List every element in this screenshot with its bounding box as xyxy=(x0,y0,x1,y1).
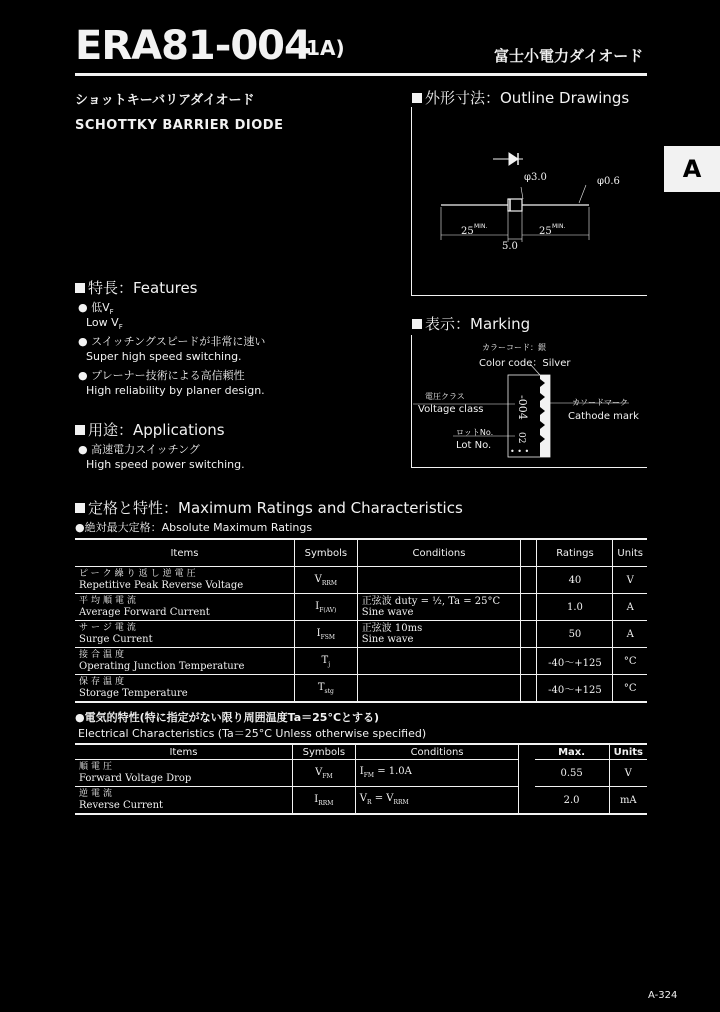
table-row: 接合温度 Operating Junction Temperature $T_j$ -40～+125 °C xyxy=(75,648,647,675)
abs-max-ratings-label: ●絶対最大定格：Absolute Maximum Ratings xyxy=(75,521,313,534)
table-row: サージ電流 Surge Current $I_{FSM}$ 正弦波 10ms Sine wave 50 A xyxy=(75,621,647,648)
header-symbols: Symbols xyxy=(294,539,357,567)
color-code-en: Color code：Silver xyxy=(479,358,571,369)
voltage-class-value: -004 xyxy=(516,395,529,420)
dim-min-right: MIN. xyxy=(552,223,566,230)
header-items: Items xyxy=(75,744,292,760)
cathode-mark-en: Cathode mark xyxy=(568,411,639,422)
dim-body-len: 5.0 xyxy=(502,241,518,252)
dim-lead-dia: φ0.6 xyxy=(597,176,620,187)
features-heading: 特長：Features xyxy=(75,277,198,298)
title-rule xyxy=(75,73,647,76)
table-row: ピーク繰り返し逆電圧 Repetitive Peak Reverse Voltage $V_{RRM}$ 40 V xyxy=(75,567,647,594)
feature-en-3: High reliability by planer design. xyxy=(86,384,265,397)
table-row: 保存温度 Storage Temperature $T_{stg}$ -40～+125 °C xyxy=(75,675,647,703)
current-rating-title: (1A) xyxy=(297,36,345,60)
feature-jp-1: ● 低$V_F$ xyxy=(78,301,114,317)
table-header-row xyxy=(75,744,647,760)
ratings-heading: 定格と特性：Maximum Ratings and Characteristics xyxy=(75,497,463,518)
diode-symbol-icon xyxy=(493,153,523,165)
applications-heading: 用途：Applications xyxy=(75,419,225,440)
feature-jp-2: ● スイッチングスピードが非常に速い xyxy=(78,335,266,348)
application-jp-1: ● 高速電力スイッチング xyxy=(78,443,200,456)
square-bullet-icon xyxy=(75,283,85,293)
square-bullet-icon xyxy=(412,93,422,103)
square-bullet-icon xyxy=(412,319,422,329)
dim-min-left: MIN. xyxy=(474,223,488,230)
electrical-char-table xyxy=(75,743,647,815)
electrical-char-label-en: Electrical Characteristics (Ta＝25°C Unless otherwise specified) xyxy=(78,727,427,740)
part-number-title: ERA81-004 xyxy=(75,23,311,69)
color-code-jp: カラーコード：銀 xyxy=(482,343,546,352)
section-tab: A xyxy=(664,146,720,192)
marking-dots: • • • xyxy=(510,447,530,456)
header-conditions: Conditions xyxy=(355,744,519,760)
electrical-char-label-jp: ●電気的特性(特に指定がない限り周囲温度Ta＝25°Cとする) xyxy=(75,711,380,724)
voltage-class-en: Voltage class xyxy=(418,404,484,415)
header-ratings: Ratings xyxy=(537,539,613,567)
feature-en-2: Super high speed switching. xyxy=(86,350,242,363)
outline-drawing xyxy=(411,107,647,296)
application-en-1: High speed power switching. xyxy=(86,458,245,471)
feature-en-1: Low $V_F$ xyxy=(86,316,123,332)
table-row: 順電圧 Forward Voltage Drop $V_{FM}$ $I_{FM} = 1.0A$ 0.55 V xyxy=(75,760,647,787)
dim-lead-right: 25 xyxy=(539,226,552,237)
table-row: 逆電流 Reverse Current $I_{RRM}$ $V_R = V_{RRM}$ 2.0 mA xyxy=(75,787,647,815)
lot-no-jp: ロットNo. xyxy=(456,428,494,437)
cathode-band xyxy=(540,375,550,457)
device-type-jp: ショットキーバリアダイオード xyxy=(75,93,255,108)
header-conditions: Conditions xyxy=(357,539,520,567)
header-max: Max. xyxy=(535,744,610,760)
square-bullet-icon xyxy=(75,503,85,513)
voltage-class-jp: 電圧クラス xyxy=(425,392,465,401)
lot-no-en: Lot No. xyxy=(456,440,492,451)
outline-heading: 外形寸法：Outline Drawings xyxy=(412,87,629,108)
marking-heading: 表示：Marking xyxy=(412,313,530,334)
marking-drawing xyxy=(411,335,647,468)
table-header-row xyxy=(75,539,647,567)
device-type-en: SCHOTTKY BARRIER DIODE xyxy=(75,118,284,133)
header-items: Items xyxy=(75,539,294,567)
table-row: 平均順電流 Average Forward Current $I_{F(AV)}$ 正弦波 duty = ½, Ta = 25°C Sine wave 1.0 A xyxy=(75,594,647,621)
header-units: Units xyxy=(613,539,647,567)
page-number: A-324 xyxy=(648,990,678,1001)
header-symbols: Symbols xyxy=(292,744,355,760)
feature-jp-3: ● プレーナー技術による高信頼性 xyxy=(78,369,245,382)
square-bullet-icon xyxy=(75,425,85,435)
header-units: Units xyxy=(609,744,647,760)
dim-body-dia: φ3.0 xyxy=(524,172,547,183)
cathode-mark-jp: カソードマーク xyxy=(572,398,628,407)
dim-lead-left: 25 xyxy=(461,226,474,237)
abs-max-ratings-table xyxy=(75,538,647,703)
product-family-jp: 富士小電力ダイオード xyxy=(494,47,644,65)
lot-no-value: 02 xyxy=(516,432,526,444)
